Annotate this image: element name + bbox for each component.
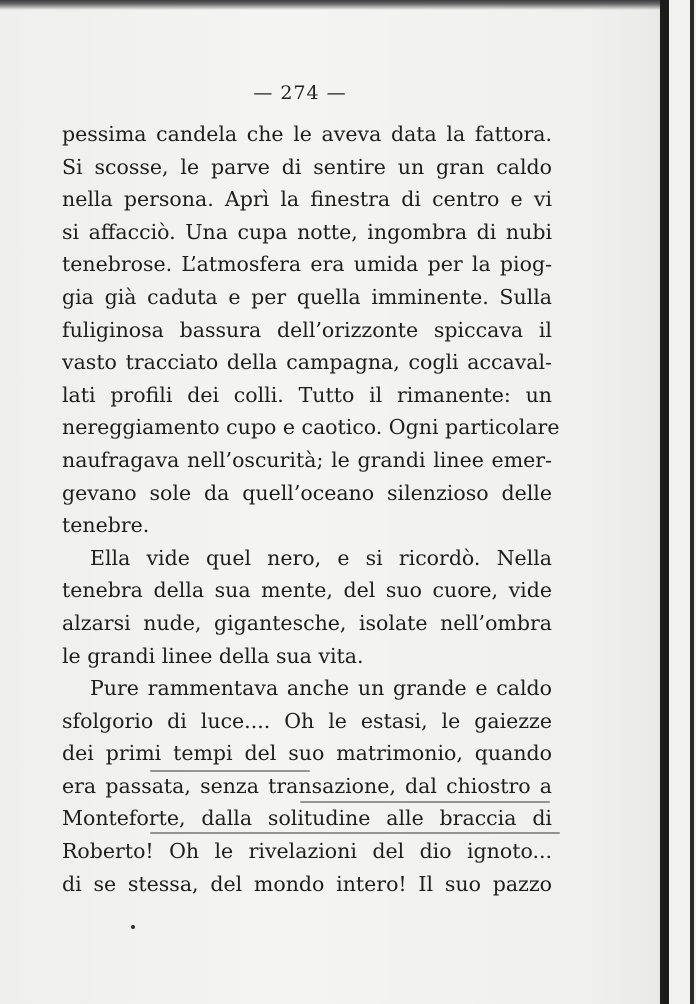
text-line: fuliginosa bassura dell’orizzonte spiccava il (62, 317, 552, 342)
text-line: Si scosse, le parve di sentire un gran caldo (62, 154, 552, 179)
text-line: naufragava nell’oscurità; le grandi linee emer- (62, 447, 552, 472)
text-line: era passata, senza transazione, dal chiostro a (62, 773, 552, 798)
ink-dot (131, 925, 135, 929)
text-line: gevano sole da quell’oceano silenzioso delle (62, 480, 552, 505)
paragraph-2 (62, 542, 552, 672)
text-line: sfolgorio di luce.... Oh le estasi, le gaiezze (62, 708, 552, 733)
text-line: Ella vide quel nero, e si ricordò. Nella (90, 545, 552, 570)
text-line: alzarsi nude, gigantesche, isolate nell’ombra (62, 610, 552, 635)
page-top-edge (0, 0, 696, 10)
text-line: Roberto! Oh le rivelazioni del dio ignoto... (62, 839, 552, 864)
page-number: — 274 — (253, 82, 347, 104)
page-right-edge (660, 0, 669, 1004)
text-line: vasto tracciato della campagna, cogli accaval- (62, 350, 552, 375)
text-line: tenebrose. L’atmosfera era umida per la piog- (62, 252, 552, 277)
text-line: si affacciò. Una cupa notte, ingombra di nubi (62, 219, 552, 244)
text-line: dei primi tempi del suo matrimonio, quando (62, 741, 552, 766)
text-line: gia già caduta e per quella imminente. Sulla (62, 284, 552, 309)
paragraph-1 (62, 118, 560, 542)
text-line: Monteforte, dalla solitudine alle braccia di (62, 806, 552, 831)
text-line: lati profili dei colli. Tutto il rimanente: un (62, 382, 552, 407)
text-line: nereggiamento cupo e caotico. Ogni particolare (62, 415, 560, 440)
pencil-underline-mark (300, 801, 550, 803)
text-line: tenebre. (62, 513, 150, 538)
body-text (62, 118, 560, 900)
pencil-underline-mark (150, 770, 310, 772)
pencil-underline-mark (150, 832, 560, 834)
paragraph-3 (62, 672, 552, 900)
text-line: tenebra della sua mente, del suo cuore, vide (62, 578, 552, 603)
text-line: le grandi linee della sua vita. (62, 643, 364, 668)
next-page-edge-line (690, 0, 694, 1004)
text-line: nella persona. Aprì la finestra di centro e vi (62, 187, 552, 212)
text-line: Pure rammentava anche un grande e caldo (90, 676, 552, 701)
text-line: pessima candela che le aveva data la fattora. (62, 122, 552, 146)
text-line: di se stessa, del mondo intero! Il suo pazzo (62, 871, 552, 896)
